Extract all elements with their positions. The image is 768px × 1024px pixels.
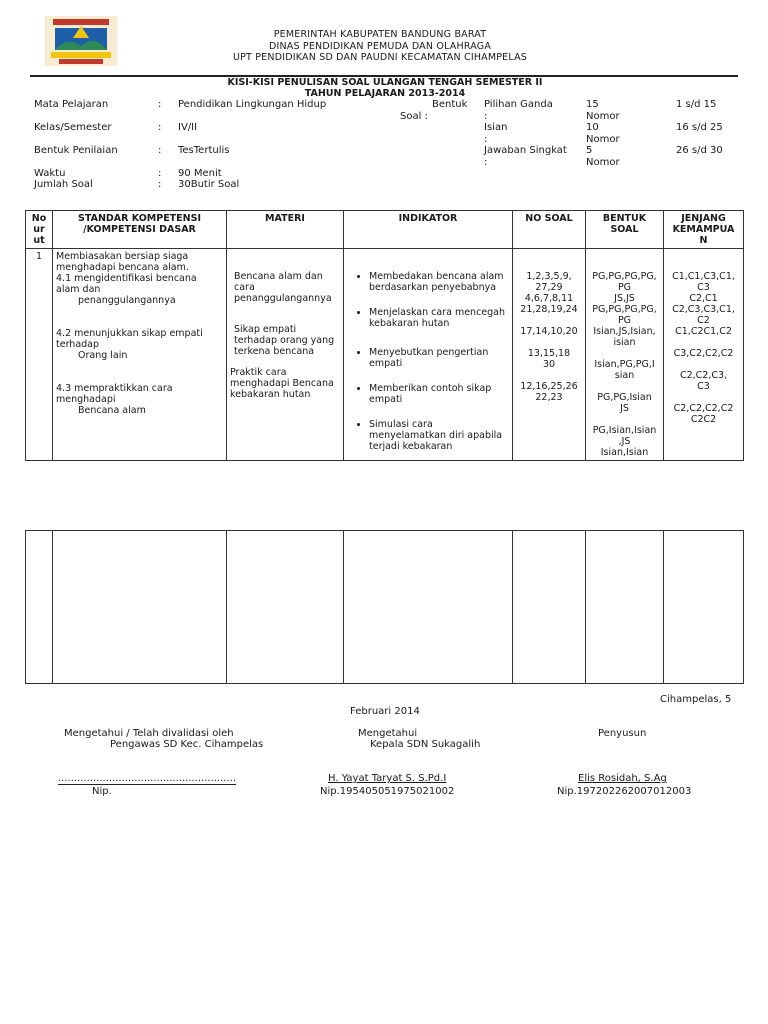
jenjang-line: C2,C2,C3,	[679, 370, 728, 381]
label-bentuk-soal: Bentuk	[432, 99, 468, 110]
kd-3: 4.3 mempraktikkan cara menghadapi	[56, 383, 173, 405]
signer1-name-line: ........................................................	[58, 773, 237, 784]
bentuk-line: PG	[617, 315, 632, 326]
signer3-title: Penyusun	[598, 728, 647, 739]
bentuk-line: PG,PG,PG,PG,	[592, 271, 657, 282]
col-header-no: No ur ut	[26, 211, 53, 249]
value-bentuk: TesTertulis	[178, 145, 230, 156]
no-soal-line: 27,29	[535, 282, 563, 293]
type-range: 16 s/d 25	[676, 122, 723, 133]
empty-cell	[513, 531, 586, 684]
indikator-item: • Membedakan bencana alam berdasarkan penyebabnya	[369, 271, 509, 293]
jenjang-line: C2,C1	[689, 293, 718, 304]
bentuk-line: PG,PG,PG,PG,	[592, 304, 657, 315]
kisi-table	[25, 210, 744, 461]
type-colon: :	[484, 157, 488, 168]
type-unit: Nomor	[586, 157, 620, 168]
value-kelas: IV/II	[178, 122, 198, 133]
bentuk-line: sian	[614, 370, 635, 381]
value-jumlah: 30Butir Soal	[178, 179, 240, 190]
signer1-nip: Nip.	[92, 786, 112, 797]
materi-2: Sikap empati terhadap orang yang terkena bencana	[234, 324, 335, 357]
no-soal-line: 22,23	[535, 392, 563, 403]
empty-cell	[26, 531, 53, 684]
empty-cell	[344, 531, 513, 684]
jenjang-line: C3	[697, 381, 710, 392]
empty-cell	[664, 531, 744, 684]
type-count: 15	[586, 99, 599, 110]
kd-1: 4.1 mengidentifikasi bencana alam dan	[56, 273, 197, 295]
label-waktu: Waktu	[34, 168, 66, 179]
bentuk-line: PG	[617, 282, 632, 293]
type-count: 5	[586, 145, 593, 156]
type-unit: Nomor	[586, 111, 620, 122]
colon: :	[158, 145, 162, 156]
bentuk-line: isian	[613, 337, 636, 348]
bentuk-line: JS	[620, 403, 629, 414]
cell-indikator	[344, 249, 513, 461]
type-colon: :	[484, 111, 488, 122]
jenjang-line: C2,C2,C2,C2	[673, 403, 734, 414]
doc-title-2: TAHUN PELAJARAN 2013-2014	[304, 88, 466, 99]
type-colon: :	[484, 134, 488, 145]
kd-2: 4.2 menunjukkan sikap empati terhadap	[56, 328, 203, 350]
label-mapel: Mata Pelajaran	[34, 99, 109, 110]
empty-table	[25, 530, 744, 684]
materi-3: Praktik cara menghadapi Bencana kebakaran hutan	[230, 367, 334, 400]
cell-materi	[227, 249, 344, 461]
no-soal-line: 17,14,10,20	[520, 326, 578, 337]
cell-sk	[53, 249, 227, 461]
col-header-sk: STANDAR KOMPETENSI /KOMPETENSI DASAR	[53, 211, 227, 249]
bentuk-line: ,JS	[618, 436, 631, 447]
no-soal-line: 1,2,3,5,9,	[526, 271, 572, 282]
signer2-name: H. Yayat Taryat S. S.Pd.I	[328, 773, 447, 784]
jenjang-line: C2,C3,C3,C1,	[672, 304, 735, 315]
type-name: Isian	[484, 122, 508, 133]
bentuk-line: Isian,Isian	[600, 447, 649, 458]
cell-bentuk	[586, 249, 664, 461]
type-range: 26 s/d 30	[676, 145, 723, 156]
jenjang-line: C3,C2,C2,C2	[673, 348, 734, 359]
signer2-title: Mengetahui	[358, 728, 418, 739]
place-date-2: Februari 2014	[350, 706, 420, 717]
empty-cell	[586, 531, 664, 684]
indikator-item: • Menjelaskan cara mencegah kebakaran hutan	[369, 307, 509, 329]
materi-1: Bencana alam dan cara penanggulangannya	[234, 271, 332, 304]
colon: :	[158, 168, 162, 179]
kd-3b: Bencana alam	[78, 405, 146, 416]
no-soal-line: 30	[542, 359, 556, 370]
cell-no-soal	[513, 249, 586, 461]
type-count: 10	[586, 122, 599, 133]
indikator-item: • Memberikan contoh sikap empati	[369, 383, 509, 405]
header-line-2: DINAS PENDIDIKAN PEMUDA DAN OLAHRAGA	[268, 41, 492, 52]
doc-title-1: KISI-KISI PENULISAN SOAL ULANGAN TENGAH SEMESTER II	[227, 77, 543, 88]
col-header-materi: MATERI	[227, 211, 344, 249]
jenjang-line: C1,C2C1,C2	[675, 326, 732, 337]
jenjang-line: C2	[697, 315, 710, 326]
signer2-title2: Kepala SDN Sukagalih	[370, 739, 481, 750]
no-soal-line: 13,15,18	[527, 348, 571, 359]
no-soal-line: 21,28,19,24	[520, 304, 578, 315]
empty-cell	[227, 531, 344, 684]
indikator-list	[347, 271, 509, 452]
table-header-row	[26, 211, 744, 249]
col-header-jenjang: JENJANG KEMAMPUA N	[664, 211, 744, 249]
label-kelas: Kelas/Semester	[34, 122, 112, 133]
bentuk-line: JS,JS	[614, 293, 635, 304]
signer3-name: Elis Rosidah, S.Ag	[578, 773, 667, 784]
kd-1b: penanggulangannya	[78, 295, 176, 306]
signer1-title: Mengetahui / Telah divalidasi oleh	[64, 728, 234, 739]
header-line-1: PEMERINTAH KABUPATEN BANDUNG BARAT	[273, 29, 487, 40]
place-date-1: Cihampelas, 5	[660, 694, 732, 705]
sk-text: Membiasakan bersiap siaga menghadapi bencana alam.	[56, 251, 189, 273]
indikator-item: • Simulasi cara menyelamatkan diri apabila terjadi kebakaran	[369, 419, 509, 452]
row-number: 1	[26, 249, 53, 461]
colon: :	[158, 122, 162, 133]
cell-jenjang	[664, 249, 744, 461]
label-bentuk-soal-2: Soal :	[400, 111, 428, 122]
header-line-3: UPT PENDIDIKAN SD DAN PAUDNI KECAMATAN CIHAMPELAS	[232, 52, 528, 63]
type-unit: Nomor	[586, 134, 620, 145]
col-header-bentuk: BENTUK SOAL	[586, 211, 664, 249]
colon: :	[158, 179, 162, 190]
bentuk-line: PG,PG,Isian	[597, 392, 652, 403]
type-name: Jawaban Singkat	[484, 145, 567, 156]
col-header-indikator: INDIKATOR	[344, 211, 513, 249]
colon: :	[158, 99, 162, 110]
table-row	[26, 249, 744, 461]
type-range: 1 s/d 15	[676, 99, 717, 110]
value-waktu: 90 Menit	[178, 168, 222, 179]
signer1-title2: Pengawas SD Kec. Cihampelas	[110, 739, 264, 750]
signer3-nip: Nip.197202262007012003	[557, 786, 692, 797]
bentuk-line: Isian,PG,PG,I	[594, 359, 655, 370]
signer2-nip: Nip.195405051975021002	[320, 786, 455, 797]
value-mapel: Pendidikan Lingkungan Hidup	[178, 99, 327, 110]
regency-logo	[45, 16, 117, 66]
label-jumlah: Jumlah Soal	[34, 179, 93, 190]
jenjang-line: C2C2	[690, 414, 717, 425]
table-row	[26, 531, 744, 684]
empty-cell	[53, 531, 227, 684]
indikator-item: • Menyebutkan pengertian empati	[369, 347, 509, 369]
jenjang-line: C1,C1,C3,C1,	[672, 271, 735, 282]
type-name: Pilihan Ganda	[484, 99, 553, 110]
no-soal-line: 12,16,25,26	[520, 381, 578, 392]
label-bentuk: Bentuk Penilaian	[34, 145, 118, 156]
jenjang-line: C3	[697, 282, 710, 293]
kd-2b: Orang lain	[78, 350, 128, 361]
no-soal-line: 4,6,7,8,11	[524, 293, 574, 304]
bentuk-line: Isian,JS,Isian,	[593, 326, 656, 337]
col-header-no-soal: NO SOAL	[513, 211, 586, 249]
bentuk-line: PG,Isian,Isian	[592, 425, 657, 436]
